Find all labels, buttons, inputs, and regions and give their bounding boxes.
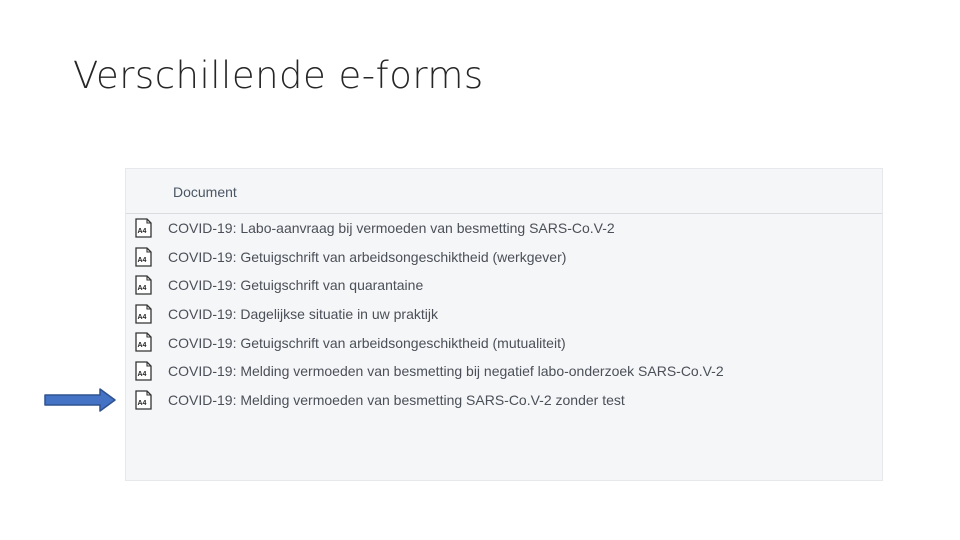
- svg-text:A4: A4: [137, 342, 147, 350]
- document-link[interactable]: COVID-19: Melding vermoeden van besmetting bij negatief labo-onderzoek SARS-Co.V-2: [168, 363, 724, 380]
- a4-document-icon: [135, 361, 152, 381]
- a4-document-icon: [135, 218, 152, 238]
- document-link[interactable]: COVID-19: Labo-aanvraag bij vermoeden van besmetting SARS-Co.V-2: [168, 220, 615, 237]
- svg-text:A4: A4: [137, 228, 147, 235]
- svg-text:A4: A4: [137, 399, 147, 407]
- document-link[interactable]: COVID-19: Getuigschrift van arbeidsongeschiktheid (werkgever): [168, 248, 567, 265]
- document-row[interactable]: [126, 328, 882, 357]
- svg-text:A4: A4: [137, 313, 147, 321]
- document-row[interactable]: [126, 386, 882, 415]
- a4-document-icon: [135, 304, 152, 324]
- document-link[interactable]: COVID-19: Getuigschrift van arbeidsongeschiktheid (mutualiteit): [168, 334, 566, 351]
- column-header-document[interactable]: Document: [173, 184, 237, 200]
- document-row[interactable]: [126, 357, 882, 386]
- a4-document-icon: [135, 332, 152, 352]
- slide-title: Verschillende e-forms: [73, 54, 484, 97]
- a4-document-icon: [135, 247, 152, 267]
- svg-text:A4: A4: [137, 285, 147, 293]
- document-row[interactable]: [126, 271, 882, 300]
- document-row[interactable]: [126, 243, 882, 272]
- document-link[interactable]: COVID-19: Dagelijkse situatie in uw praktijk: [168, 306, 438, 323]
- table-header: [126, 169, 882, 214]
- document-row[interactable]: [126, 300, 882, 329]
- document-rows: [126, 214, 882, 414]
- document-row[interactable]: [126, 214, 882, 243]
- document-list-panel: [125, 168, 883, 481]
- svg-text:A4: A4: [137, 256, 147, 264]
- a4-document-icon: [135, 275, 152, 295]
- document-link[interactable]: COVID-19: Melding vermoeden van besmetting SARS-Co.V-2 zonder test: [168, 391, 625, 408]
- a4-document-icon: [135, 390, 152, 410]
- svg-text:A4: A4: [137, 370, 147, 378]
- document-link[interactable]: COVID-19: Getuigschrift van quarantaine: [168, 277, 424, 294]
- pointer-arrow-icon: [44, 388, 116, 412]
